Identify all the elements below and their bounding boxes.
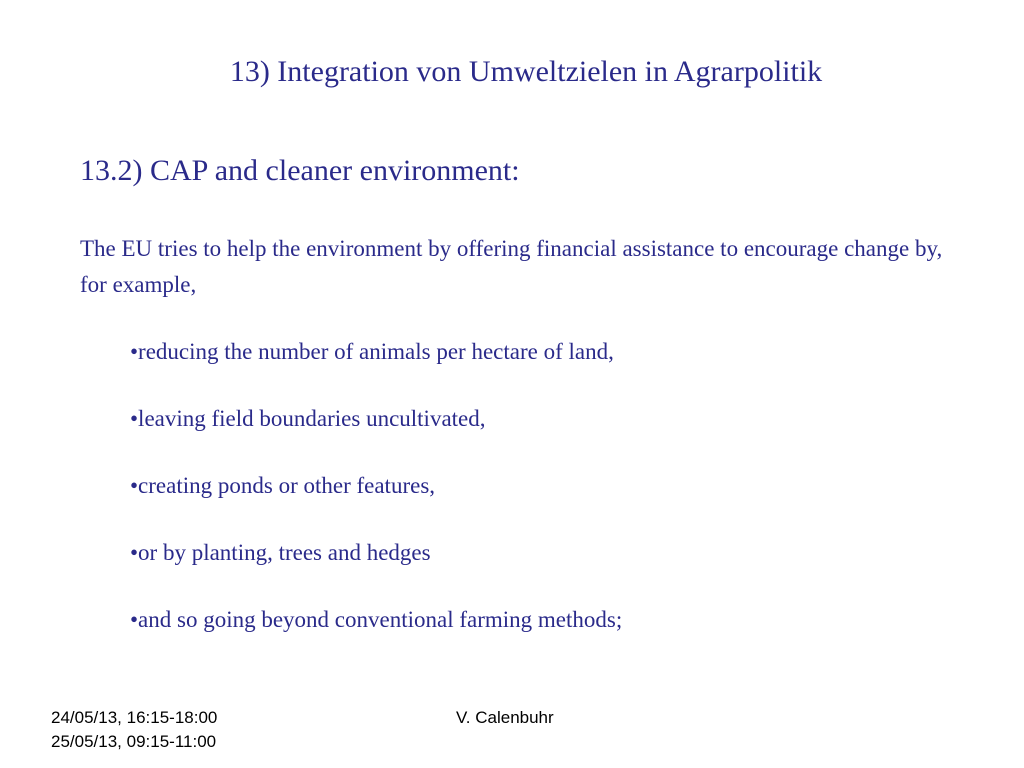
slide-subtitle: 13.2) CAP and cleaner environment:	[80, 154, 520, 187]
bullet-list	[130, 333, 622, 668]
bullet-item: •reducing the number of animals per hectare of land,	[130, 339, 614, 364]
slide-title: 13) Integration von Umweltzielen in Agrarpolitik	[229, 55, 823, 88]
footer-date-line: 24/05/13, 16:15-18:00	[51, 708, 218, 727]
footer-author: V. Calenbuhr	[456, 708, 554, 727]
bullet-item: •leaving field boundaries uncultivated,	[130, 406, 486, 431]
bullet-item: •and so going beyond conventional farming methods;	[130, 607, 623, 632]
intro-paragraph: The EU tries to help the environment by offering financial assistance to encourage change by, for example,	[80, 236, 943, 297]
footer-dates	[51, 706, 217, 754]
bullet-item: •or by planting, trees and hedges	[130, 540, 431, 565]
footer-date-line: 25/05/13, 09:15-11:00	[51, 732, 217, 751]
bullet-item: •creating ponds or other features,	[130, 473, 436, 498]
